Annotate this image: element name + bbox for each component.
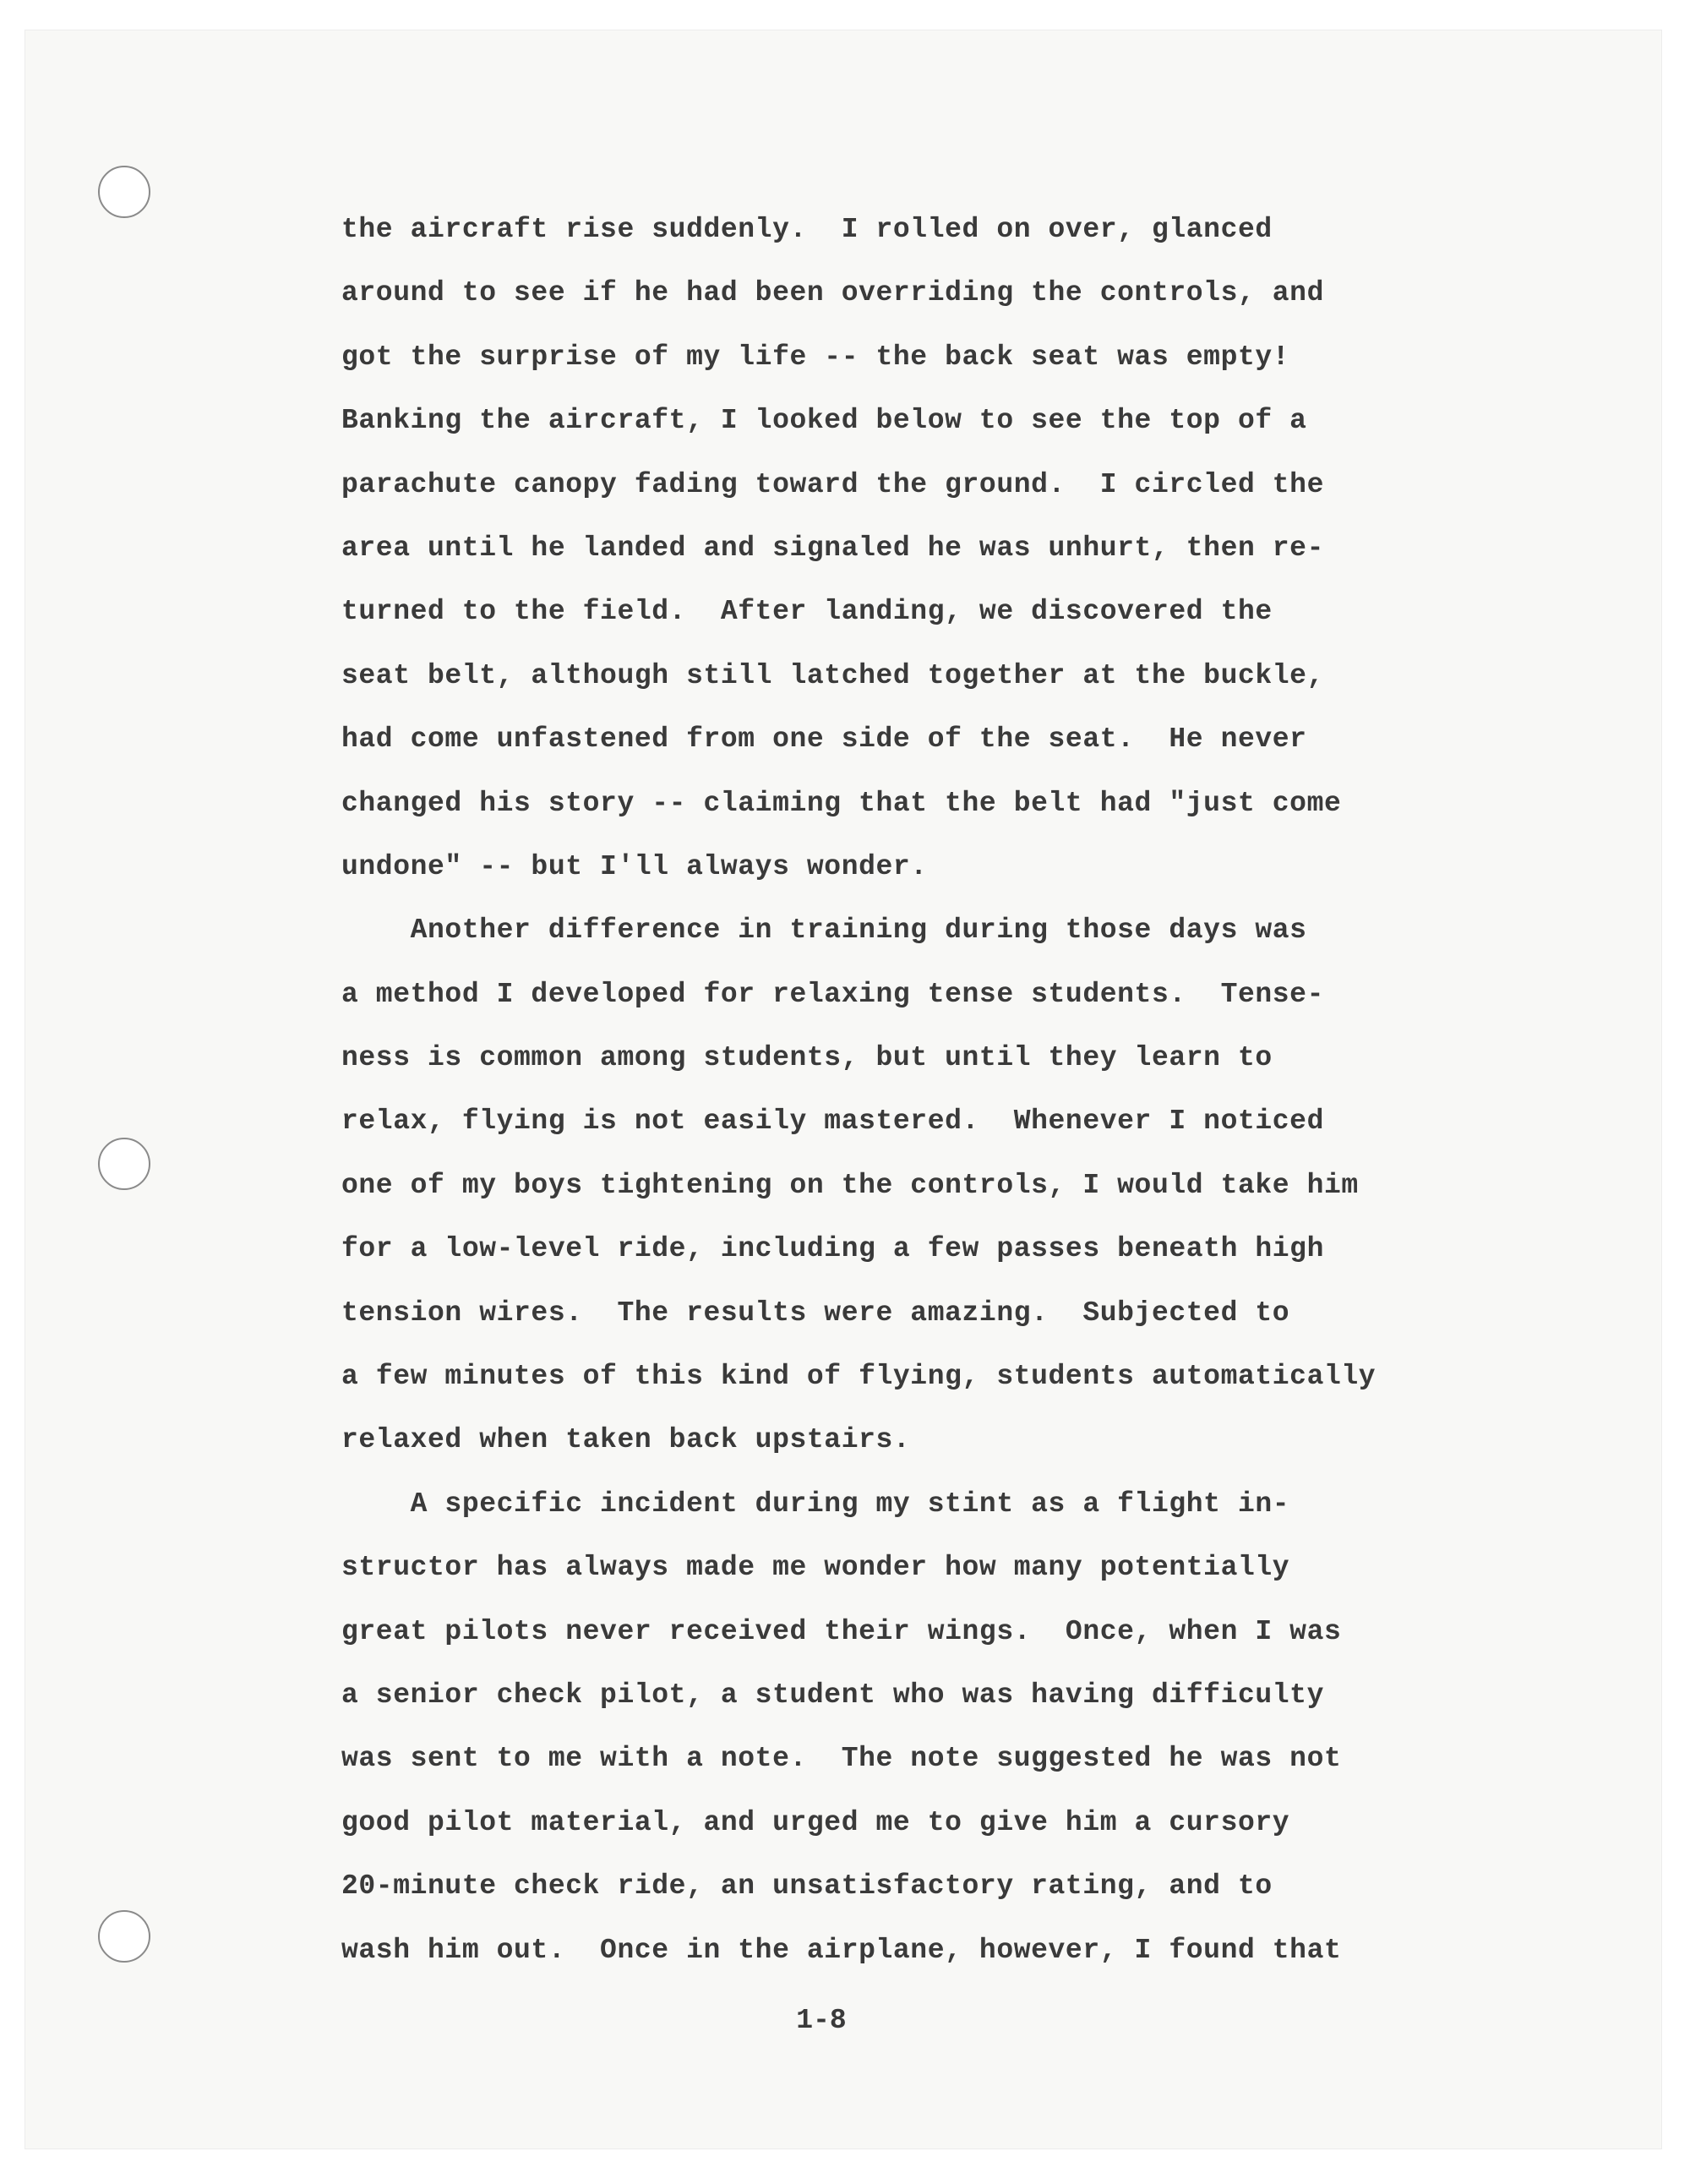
text-line: a few minutes of this kind of flying, students automatically	[341, 1361, 1377, 1393]
text-line: wash him out. Once in the airplane, however, I found that	[341, 1934, 1342, 1966]
text-line: tension wires. The results were amazing. Subjected to	[341, 1297, 1290, 1329]
text-line: the aircraft rise suddenly. I rolled on over, glanced	[341, 214, 1273, 245]
text-line: structor has always made me wonder how many potentially	[341, 1552, 1290, 1584]
text-line: ness is common among students, but until they learn to	[341, 1042, 1273, 1074]
text-line: a senior check pilot, a student who was having difficulty	[341, 1679, 1324, 1711]
text-line: relax, flying is not easily mastered. Whenever I noticed	[341, 1106, 1324, 1138]
text-line: had come unfastened from one side of the seat. He never	[341, 723, 1307, 756]
page-number: 1-8	[796, 2005, 847, 2036]
text-line: a method I developed for relaxing tense students. Tense-	[341, 978, 1324, 1010]
text-line: A specific incident during my stint as a flight in-	[341, 1488, 1290, 1520]
text-line: undone" -- but I'll always wonder.	[341, 850, 928, 882]
text-line: area until he landed and signaled he was unhurt, then re-	[341, 532, 1324, 564]
text-line: turned to the field. After landing, we discovered the	[341, 596, 1273, 628]
text-line: Another difference in training during those days was	[341, 915, 1307, 947]
text-line: got the surprise of my life -- the back seat was empty!	[341, 341, 1290, 373]
text-line: 20-minute check ride, an unsatisfactory rating, and to	[341, 1870, 1273, 1903]
text-line: great pilots never received their wings. Once, when I was	[341, 1615, 1342, 1647]
text-line: relaxed when taken back upstairs.	[341, 1424, 911, 1456]
text-line: Banking the aircraft, I looked below to see the top of a	[341, 405, 1307, 437]
punch-hole-middle	[98, 1138, 150, 1190]
text-line: one of my boys tightening on the controls, I would take him	[341, 1169, 1359, 1201]
text-line: parachute canopy fading toward the ground. I circled the	[341, 468, 1324, 500]
text-line: changed his story -- claiming that the belt had "just come	[341, 787, 1342, 819]
text-line: seat belt, although still latched together at the buckle,	[341, 659, 1324, 691]
text-line: around to see if he had been overriding the controls, and	[341, 277, 1324, 309]
text-line: good pilot material, and urged me to give him a cursory	[341, 1806, 1290, 1838]
punch-hole-bottom	[98, 1910, 150, 1963]
text-line: was sent to me with a note. The note suggested he was not	[341, 1743, 1342, 1775]
text-line: for a low-level ride, including a few passes beneath high	[341, 1233, 1324, 1265]
punch-hole-top	[98, 166, 150, 218]
typed-body-text	[341, 198, 1524, 1982]
